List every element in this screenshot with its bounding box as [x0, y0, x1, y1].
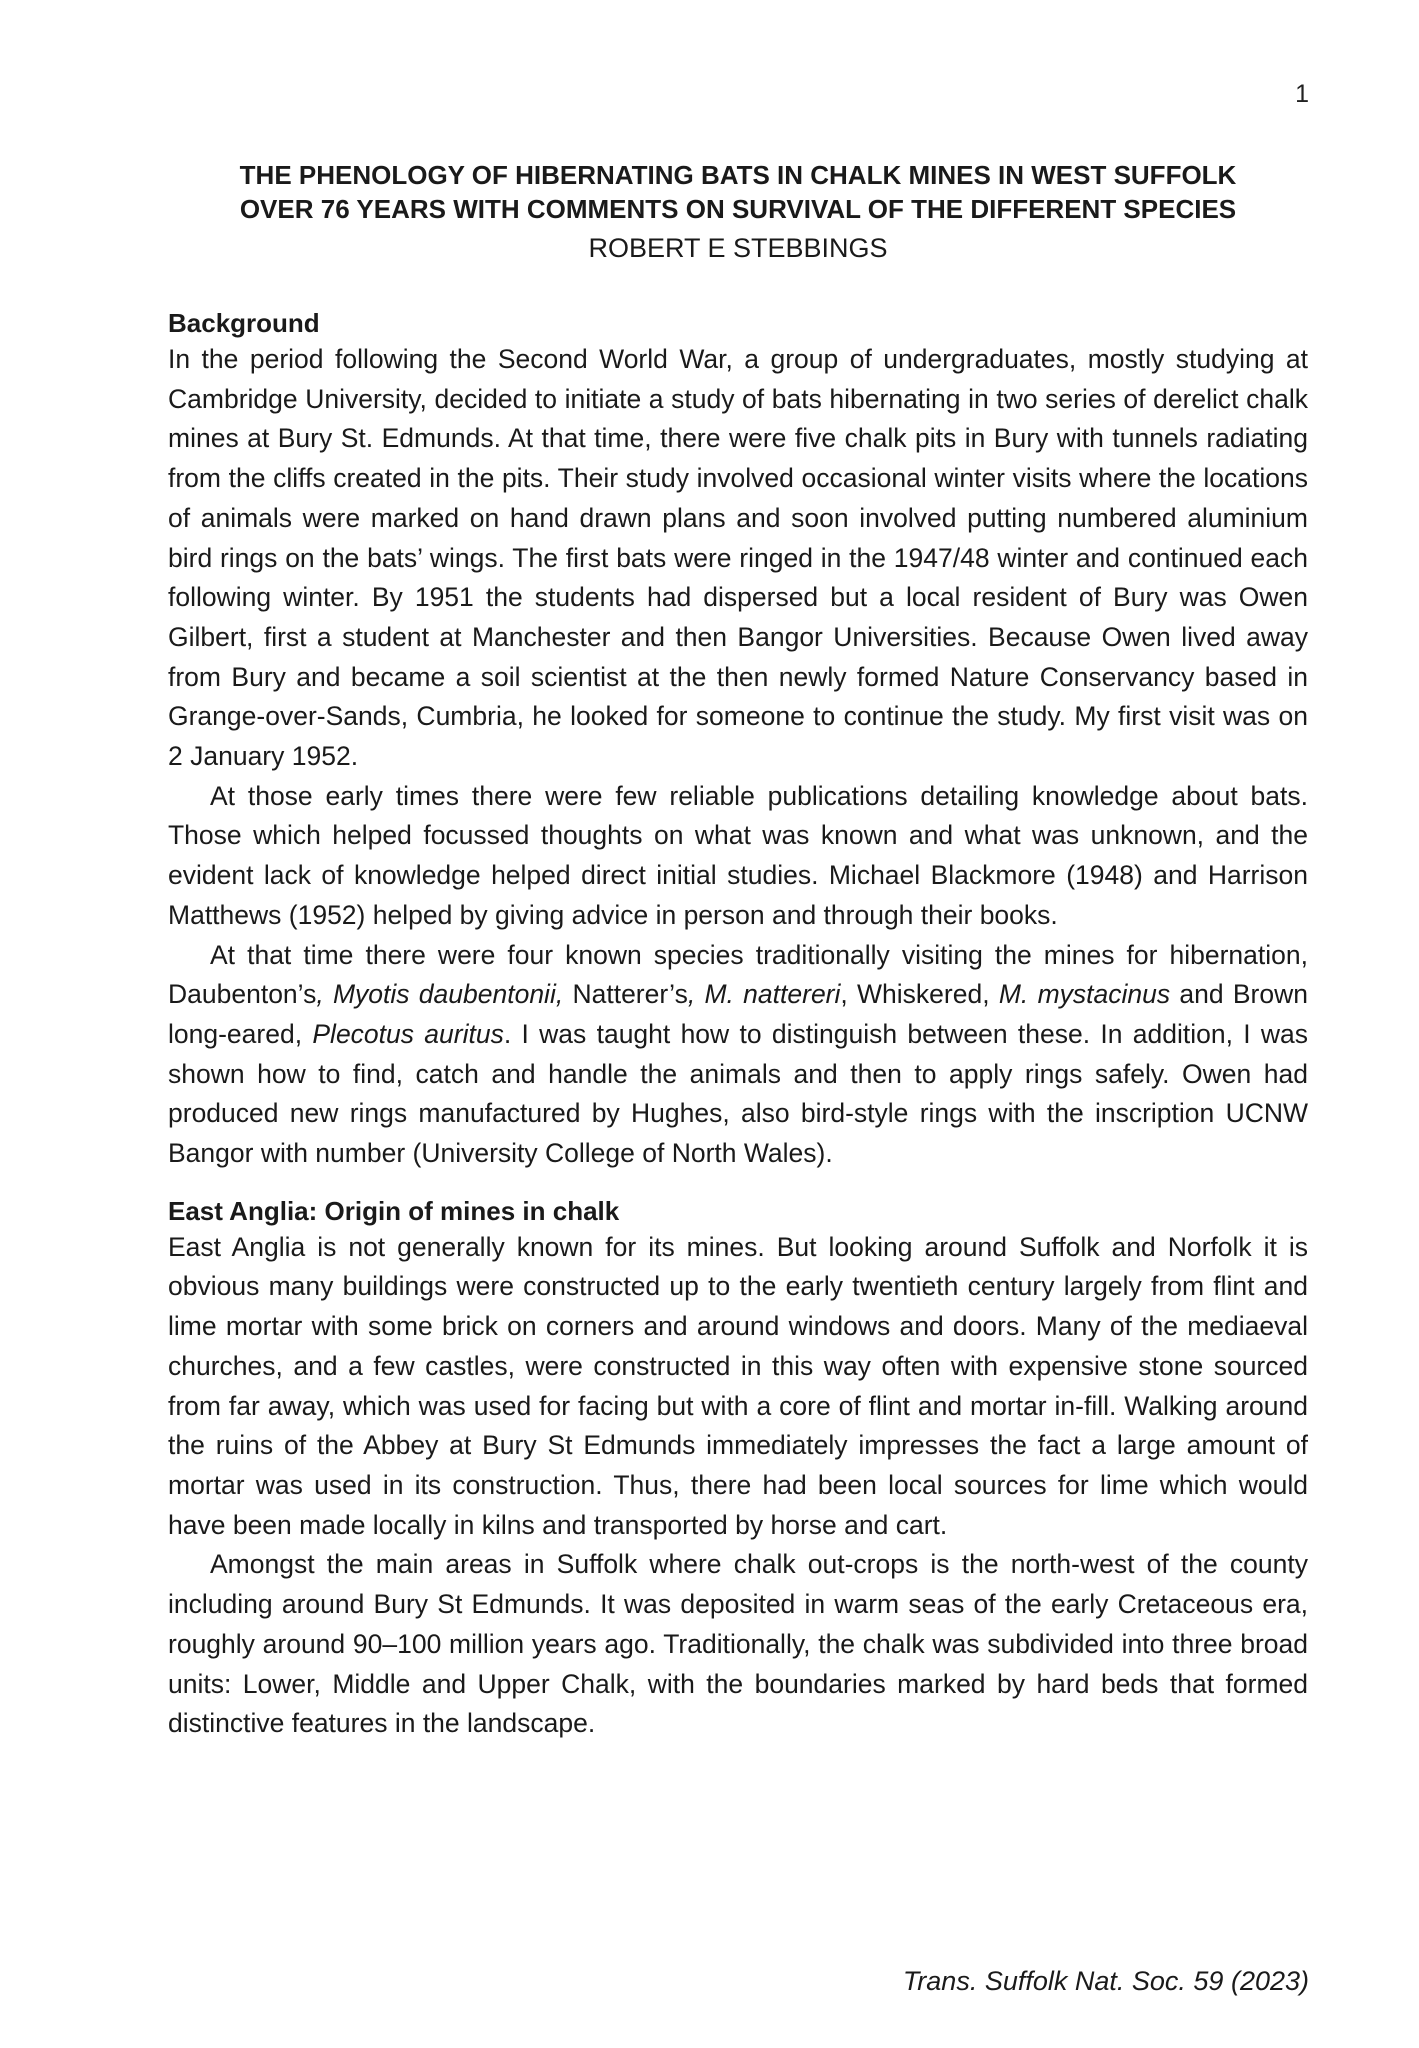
article-title [168, 158, 1308, 226]
article-body [168, 158, 1308, 1744]
title-line-1: THE PHENOLOGY OF HIBERNATING BATS IN CHALK MINES IN WEST SUFFOLK [239, 160, 1237, 190]
paragraph: In the period following the Second World War, a group of undergraduates, mostly studying at Cambridge University, decided to initiate a study of bats hibernating in two series of derelict chalk mines at Bury St. Edmunds. At that time, there were five chalk pits in Bury with tunnels radiating from the cliffs created in the pits. Their study involved occasional winter visits where the locations of animals were marked on hand drawn plans and soon involved putting numbered aluminium bird rings on the bats’ wings. The first bats were ringed in the 1947/48 winter and continued each following winter. By 1951 the students had dispersed but a local resident of Bury was Owen Gilbert, first a student at Manchester and then Bangor Universities. Because Owen lived away from Bury and became a soil scientist at the then newly formed Nature Conservancy based in Grange-over-Sands, Cumbria, he looked for someone to continue the study. My first visit was on 2 January 1952. [168, 344, 1308, 772]
author: ROBERT E STEBBINGS [588, 233, 888, 263]
section-heading-background: Background [168, 308, 320, 338]
paragraph: East Anglia is not generally known for its mines. But looking around Suffolk and Norfolk it is obvious many buildings were constructed up to the early twentieth century largely from flint and lime mortar with some brick on corners and around windows and doors. Many of the mediaeval churches, and a few castles, were constructed in this way often with expensive stone sourced from far away, which was used for facing but with a core of flint and mortar in-fill. Walking around the ruins of the Abbey at Bury St Edmunds immediately impresses the fact a large amount of mortar was used in its construction. Thus, there had been local sources for lime which would have been made locally in kilns and transported by horse and cart. [168, 1231, 1308, 1540]
paragraph: At those early times there were few reliable publications detailing knowledge about bats. Those which helped focussed thoughts on what was known and what was unknown, and the evident lack of knowledge helped direct initial studies. Michael Blackmore (1948) and Harrison Matthews (1952) helped by giving advice in person and through their books. [168, 780, 1308, 930]
title-line-2: OVER 76 YEARS WITH COMMENTS ON SURVIVAL OF THE DIFFERENT SPECIES [239, 194, 1237, 224]
paragraph: Amongst the main areas in Suffolk where chalk out-crops is the north-west of the county including around Bury St Edmunds. It was deposited in warm seas of the early Cretaceous era, roughly around 90–100 million years ago. Traditionally, the chalk was subdivided into three broad units: Lower, Middle and Upper Chalk, with the boundaries marked by hard beds that formed distinctive features in the landscape. [168, 1549, 1308, 1739]
page-number: 1 [1295, 80, 1309, 108]
journal-citation: Trans. Suffolk Nat. Soc. 59 (2023) [902, 1966, 1309, 1996]
section-heading-east-anglia: East Anglia: Origin of mines in chalk [168, 1195, 620, 1226]
paragraph: At that time there were four known species traditionally visiting the mines for hibernation, Daubenton’s, Myotis daubentonii, Natterer’s, M. nattereri, Whiskered, M. mystacinus and Brown long-eared, Plecotus auritus. I was taught how to distinguish between these. In addition, I was shown how to find, catch and handle the animals and then to apply rings safely. Owen had produced new rings manufactured by Hughes, also bird-style rings with the inscription UCNW Bangor with number (University College of North Wales). [168, 939, 1309, 1169]
